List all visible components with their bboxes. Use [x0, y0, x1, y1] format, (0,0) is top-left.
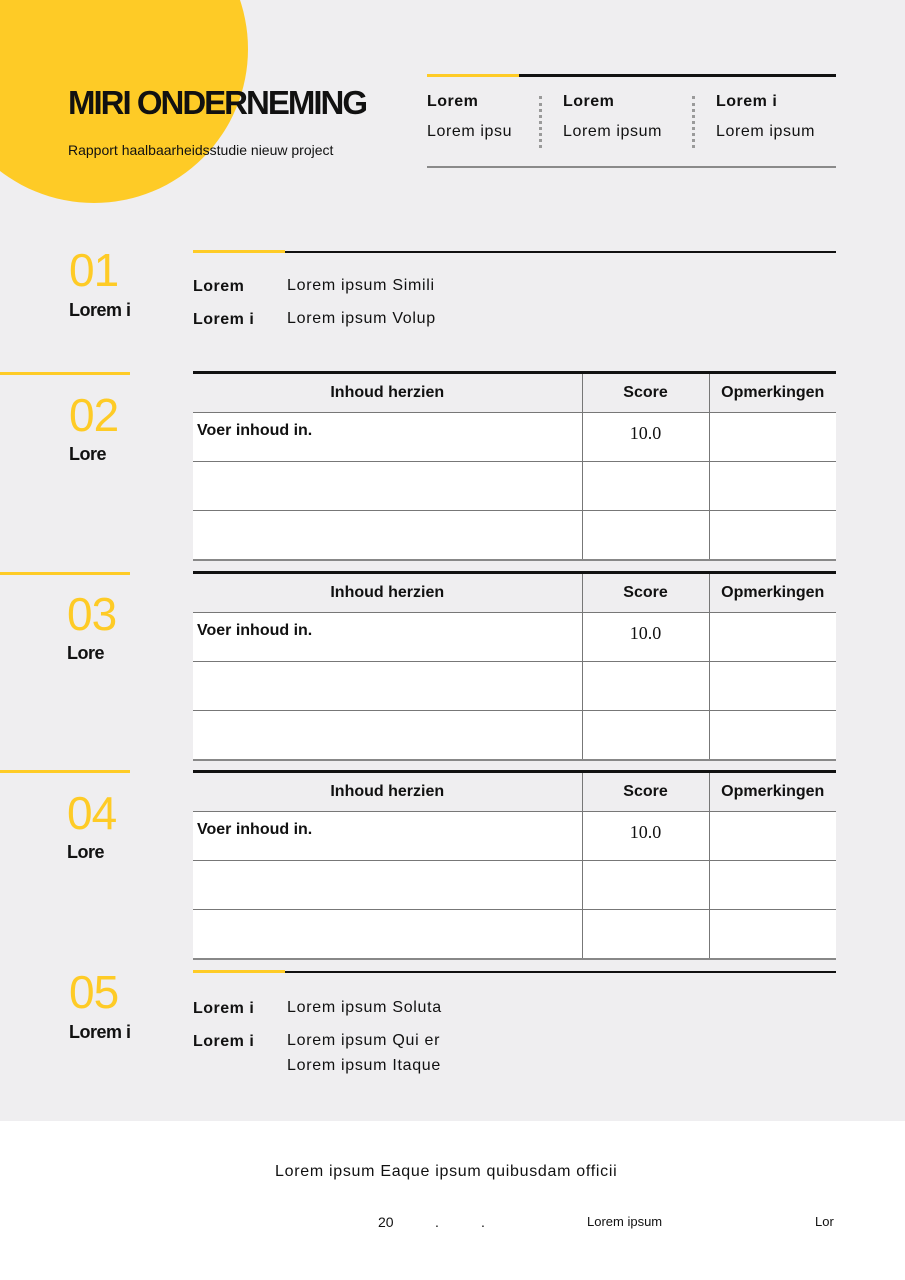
remarks-cell[interactable]	[709, 711, 836, 761]
section-number: 03	[67, 588, 117, 640]
score-cell[interactable]	[582, 662, 709, 711]
table-cell[interactable]	[193, 511, 582, 561]
column-header: Score	[582, 373, 709, 413]
column-header: Score	[582, 573, 709, 613]
review-table	[193, 770, 836, 960]
table-row	[193, 662, 836, 711]
table-cell[interactable]: Voer inhoud in.	[193, 613, 582, 662]
section-label: Lorem i	[69, 300, 131, 320]
header-column-value: Lorem ipsum	[716, 123, 816, 140]
section-label: Lorem i	[69, 1022, 131, 1042]
review-table	[193, 571, 836, 761]
section-accent-line	[0, 572, 130, 575]
footer-right-text: Lor	[815, 1214, 834, 1229]
footer-date-year: 20	[378, 1214, 394, 1230]
column-header: Opmerkingen	[709, 373, 836, 413]
column-header: Inhoud herzien	[193, 772, 582, 812]
table-cell[interactable]: Voer inhoud in.	[193, 812, 582, 861]
kv-value: Lorem ipsum Volup	[287, 310, 436, 327]
kv-key: Lorem i	[193, 1033, 255, 1050]
table-row	[193, 910, 836, 960]
score-cell[interactable]: 10.0	[582, 812, 709, 861]
score-cell[interactable]	[582, 711, 709, 761]
kv-key: Lorem i	[193, 1000, 255, 1017]
column-header: Opmerkingen	[709, 573, 836, 613]
table-row	[193, 613, 836, 662]
score-cell[interactable]	[582, 511, 709, 561]
section-number: 01	[69, 244, 119, 296]
header-column-3	[716, 93, 815, 141]
footer-date-separator: .	[481, 1214, 485, 1230]
kv-key: Lorem i	[193, 311, 255, 328]
section-label: Lore	[67, 842, 105, 862]
table-cell[interactable]	[193, 662, 582, 711]
table-row	[193, 462, 836, 511]
remarks-cell[interactable]	[709, 812, 836, 861]
section-number: 05	[69, 966, 119, 1018]
kv-key: Lorem	[193, 278, 245, 295]
section-label: Lore	[69, 444, 107, 464]
header-top-rule	[427, 74, 836, 77]
page-title: MIRI ONDERNEMING	[68, 84, 366, 121]
section-rule	[193, 971, 836, 973]
footer-date-separator: .	[435, 1214, 439, 1230]
column-header: Opmerkingen	[709, 772, 836, 812]
table-row	[193, 511, 836, 561]
dotted-divider	[539, 96, 542, 148]
remarks-cell[interactable]	[709, 861, 836, 910]
table-cell[interactable]	[193, 462, 582, 511]
table-cell[interactable]	[193, 711, 582, 761]
remarks-cell[interactable]	[709, 910, 836, 960]
score-cell[interactable]	[582, 462, 709, 511]
table-row	[193, 413, 836, 462]
kv-value: Lorem ipsum Itaque	[287, 1057, 442, 1074]
section-number: 02	[69, 389, 119, 441]
remarks-cell[interactable]	[709, 462, 836, 511]
section-number: 04	[67, 787, 117, 839]
header-column-2	[563, 93, 662, 141]
remarks-cell[interactable]	[709, 613, 836, 662]
header-column-label: Lorem i	[716, 93, 778, 110]
section-rule	[193, 251, 836, 253]
table-row	[193, 861, 836, 910]
table-cell[interactable]: Voer inhoud in.	[193, 413, 582, 462]
column-header: Inhoud herzien	[193, 573, 582, 613]
remarks-cell[interactable]	[709, 662, 836, 711]
section-label: Lore	[67, 643, 105, 663]
table-row	[193, 711, 836, 761]
section-accent-line	[0, 372, 130, 375]
score-cell[interactable]	[582, 861, 709, 910]
header-column-value: Lorem ipsu	[427, 123, 513, 140]
header-column-1	[427, 93, 512, 141]
section-accent-line	[0, 770, 130, 773]
column-header: Inhoud herzien	[193, 373, 582, 413]
footer	[0, 1121, 905, 1280]
header-column-label: Lorem	[563, 93, 615, 110]
score-cell[interactable]: 10.0	[582, 613, 709, 662]
score-cell[interactable]: 10.0	[582, 413, 709, 462]
dotted-divider	[692, 96, 695, 148]
header-bottom-rule	[427, 166, 836, 168]
table-row	[193, 812, 836, 861]
table-cell[interactable]	[193, 861, 582, 910]
page-subtitle: Rapport haalbaarheidsstudie nieuw project	[68, 142, 334, 158]
score-cell[interactable]	[582, 910, 709, 960]
remarks-cell[interactable]	[709, 511, 836, 561]
header-column-label: Lorem	[427, 93, 479, 110]
kv-value: Lorem ipsum Qui er	[287, 1032, 441, 1049]
review-table	[193, 371, 836, 561]
kv-value: Lorem ipsum Simili	[287, 277, 435, 294]
footer-text: Lorem ipsum Eaque ipsum quibusdam officii	[275, 1163, 618, 1180]
column-header: Score	[582, 772, 709, 812]
kv-value: Lorem ipsum Soluta	[287, 999, 442, 1016]
footer-label: Lorem ipsum	[587, 1214, 663, 1229]
header-column-value: Lorem ipsum	[563, 123, 663, 140]
table-cell[interactable]	[193, 910, 582, 960]
remarks-cell[interactable]	[709, 413, 836, 462]
